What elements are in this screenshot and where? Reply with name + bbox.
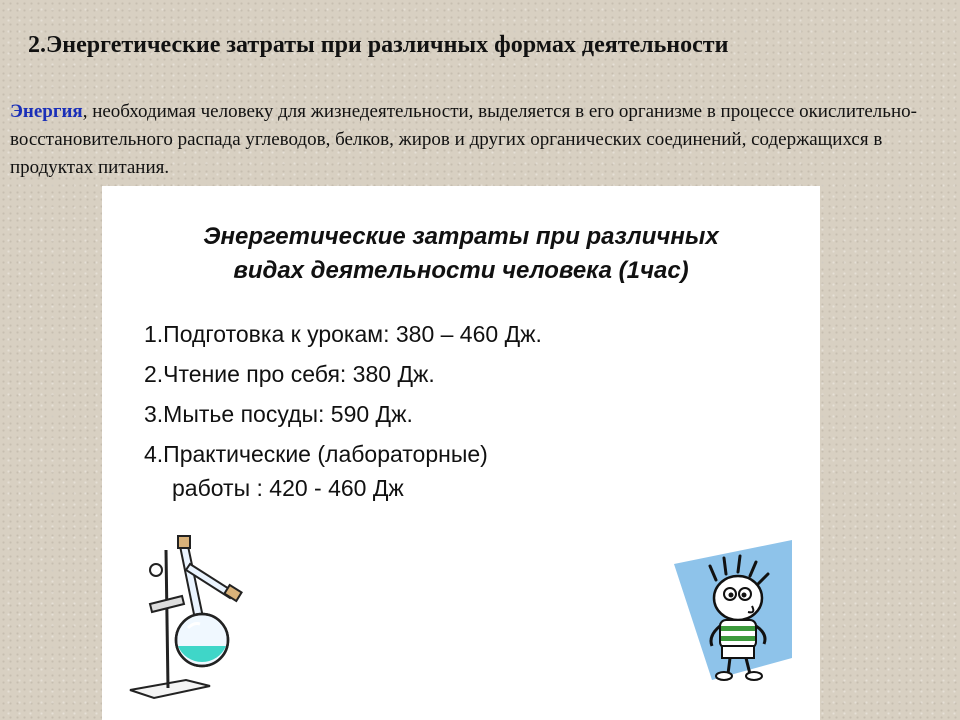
energy-panel xyxy=(102,186,820,720)
list-item: 4.Практические (лабораторные) xyxy=(144,441,488,467)
lab-flask-icon xyxy=(122,530,252,700)
intro-text: , необходимая человеку для жизнедеятельности, выделяется в его организме в процессе окислительно-восстановительного распада углеводов, белков, жиров и других органических соединений, содержащихся в продуктах питания. xyxy=(10,101,917,178)
panel-title-line-2: видах деятельности человека (1час) xyxy=(233,257,689,284)
list-item: 2.Чтение про себя: 380 Дж. xyxy=(144,361,435,387)
list-item-continuation: работы : 420 - 460 Дж xyxy=(172,475,404,501)
panel-title-line-1: Энергетические затраты при различных xyxy=(203,223,719,250)
cartoon-boy-icon xyxy=(668,540,798,690)
list-item: 3.Мытье посуды: 590 Дж. xyxy=(144,401,413,427)
panel-title xyxy=(102,220,820,288)
list-item: 1.Подготовка к урокам: 380 – 460 Дж. xyxy=(144,321,542,347)
intro-keyword: Энергия xyxy=(10,101,83,122)
activity-list xyxy=(144,314,542,506)
slide-title: 2.Энергетические затраты при различных формах деятельности xyxy=(28,32,729,58)
intro-paragraph xyxy=(10,98,930,182)
